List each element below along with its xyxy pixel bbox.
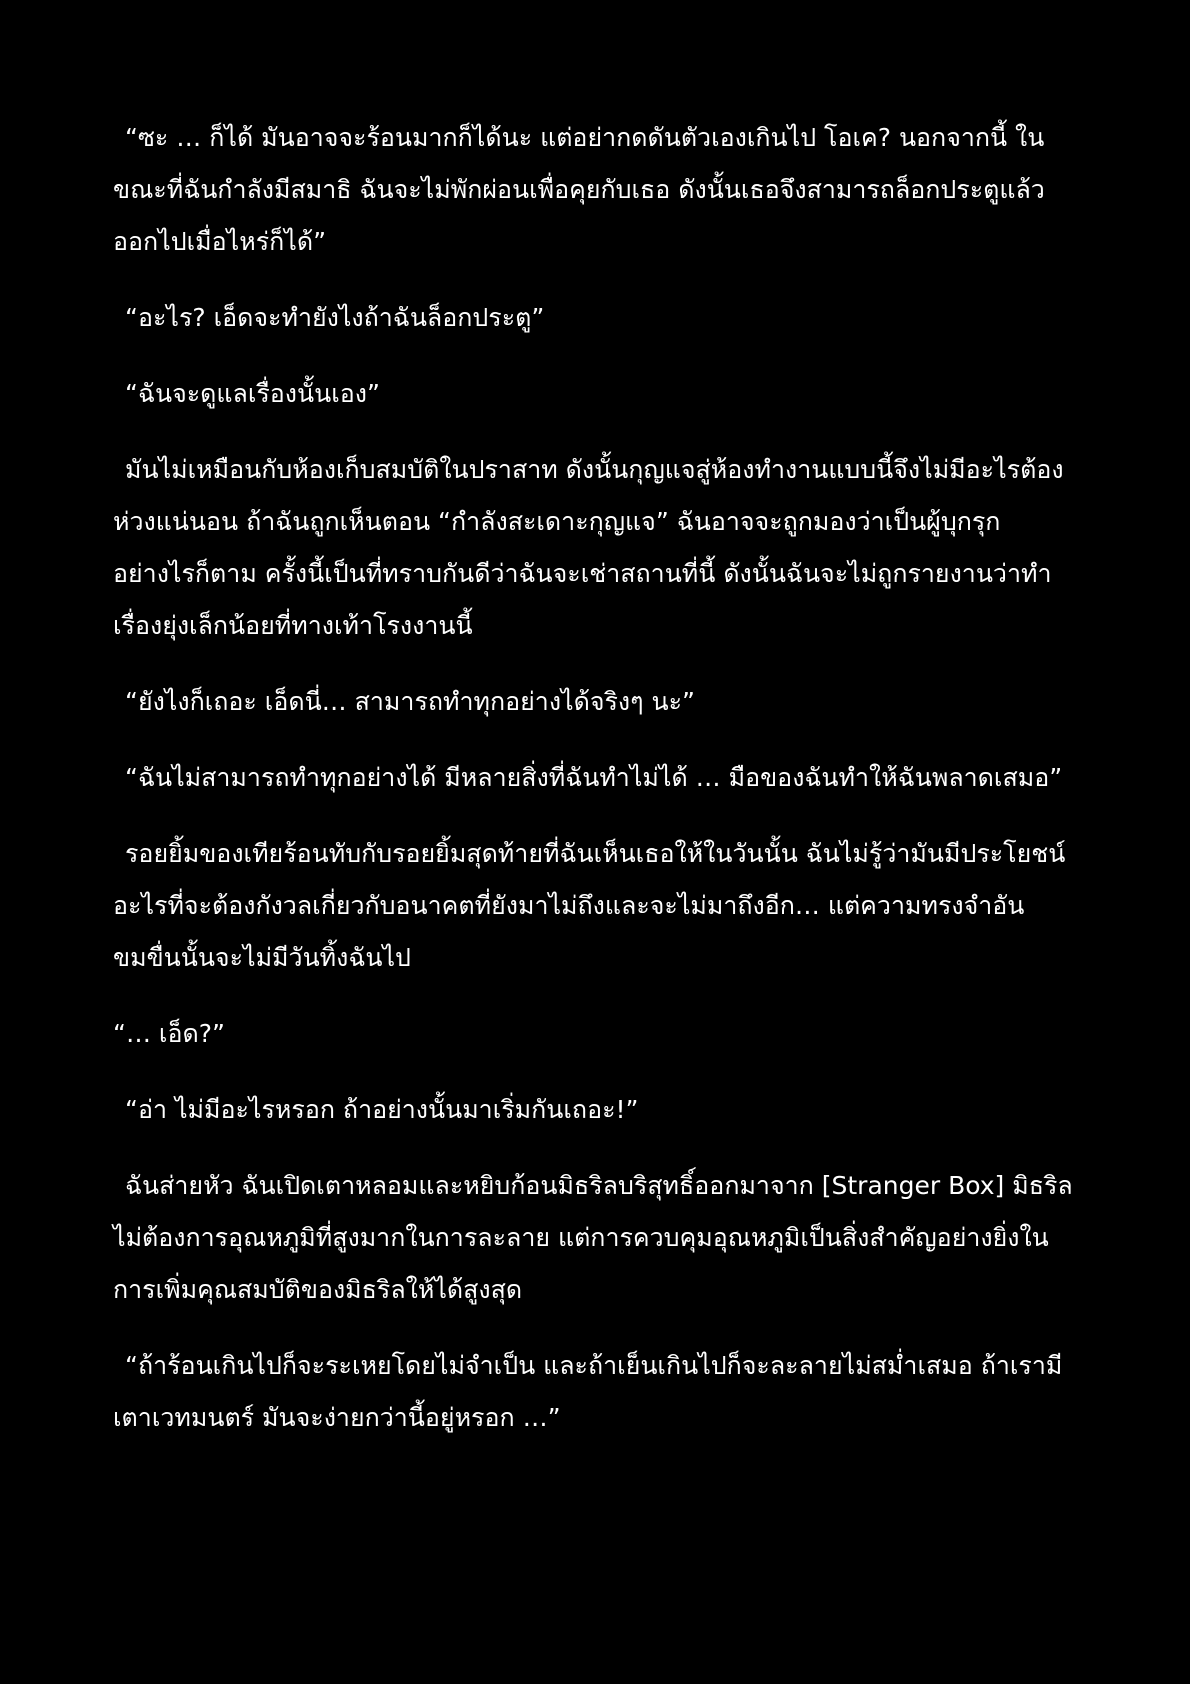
paragraph-10: ฉันส่ายหัว ฉันเปิดเตาหลอมและหยิบก้อนมิธริลบริสุทธิ์ออกมาจาก [Stranger Box] มิธริลไม่ต้องการอุณหภูมิที่สูงมากในการละลาย แต่การควบคุมอุณหภูมิเป็นสิ่งสำคัญอย่างยิ่งในการเพิ่มคุณสมบัติของมิธริลให้ได้สูงสุด xyxy=(113,1171,1073,1304)
paragraph-7: รอยยิ้มของเทียร้อนทับกับรอยยิ้มสุดท้ายที่ฉันเห็นเธอให้ในวันนั้น ฉันไม่รู้ว่ามันมีประโยชน์อะไรที่จะต้องกังวลเกี่ยวกับอนาคตที่ยังมาไม่ถึงและจะไม่มาถึงอีก… แต่ความทรงจำอันขมขื่นนั้นจะไม่มีวันทิ้งฉันไป xyxy=(113,839,1066,972)
paragraph-3: “ฉันจะดูแลเรื่องนั้นเอง” xyxy=(125,379,380,408)
paragraph-11: “ถ้าร้อนเกินไปก็จะระเหยโดยไม่จำเป็น และถ้าเย็นเกินไปก็จะละลายไม่สม่ำเสมอ ถ้าเรามีเตาเวทมนตร์ มันจะง่ายกว่านี้อยู่หรอก …” xyxy=(113,1351,1063,1432)
paragraph-8: “… เอ็ด?” xyxy=(113,1019,225,1048)
paragraph-1: “ซะ … ก็ได้ มันอาจจะร้อนมากก็ได้นะ แต่อย่ากดดันตัวเองเกินไป โอเค? นอกจากนี้ ในขณะที่ฉันกำลังมีสมาธิ ฉันจะไม่พักผ่อนเพื่อคุยกับเธอ ดังนั้นเธอจึงสามารถล็อกประตูแล้วออกไปเมื่อไหร่ก็ได้” xyxy=(113,123,1045,256)
document-body xyxy=(113,112,1077,1468)
paragraph-4: มันไม่เหมือนกับห้องเก็บสมบัติในปราสาท ดังนั้นกุญแจสู่ห้องทำงานแบบนี้จึงไม่มีอะไรต้องห่วงแน่นอน ถ้าฉันถูกเห็นตอน “กำลังสะเดาะกุญแจ” ฉันอาจจะถูกมองว่าเป็นผู้บุกรุก อย่างไรก็ตาม ครั้งนี้เป็นที่ทราบกันดีว่าฉันจะเช่าสถานที่นี้ ดังนั้นฉันจะไม่ถูกรายงานว่าทำเรื่องยุ่งเล็กน้อยที่ทางเท้าโรงงานนี้ xyxy=(113,455,1064,640)
paragraph-6: “ฉันไม่สามารถทำทุกอย่างได้ มีหลายสิ่งที่ฉันทำไม่ได้ … มือของฉันทำให้ฉันพลาดเสมอ” xyxy=(125,763,1063,792)
paragraph-2: “อะไร? เอ็ดจะทำยังไงถ้าฉันล็อกประตู” xyxy=(125,303,545,332)
paragraph-9: “อ่า ไม่มีอะไรหรอก ถ้าอย่างนั้นมาเริ่มกันเถอะ!” xyxy=(125,1095,639,1124)
paragraph-5: “ยังไงก็เถอะ เอ็ดนี่… สามารถทำทุกอย่างได้จริงๆ นะ” xyxy=(125,687,695,716)
